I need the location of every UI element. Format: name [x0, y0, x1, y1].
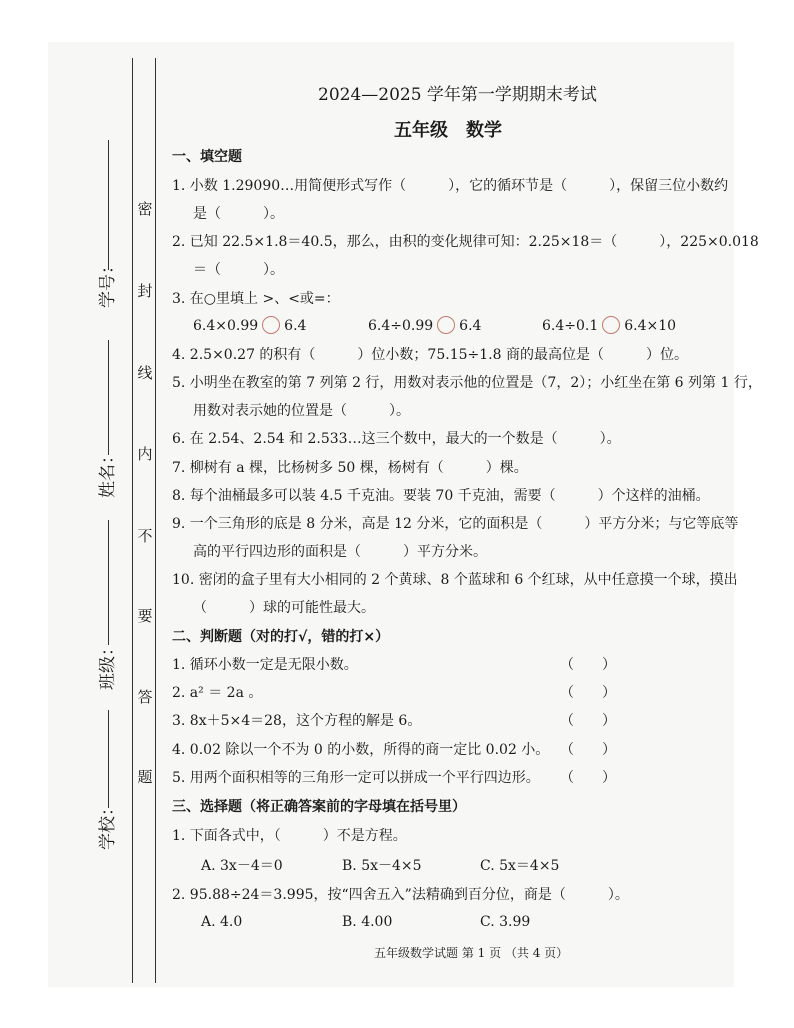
q2-line-2: ＝（ ）。 — [193, 262, 284, 278]
compare-circle[interactable] — [437, 316, 455, 334]
option-a[interactable]: A. 4.0 — [201, 914, 243, 930]
q3-line-1: 3. 在○里填上 >、<或=： — [172, 291, 340, 307]
judge-item: 2. a² ＝ 2a 。 — [172, 685, 263, 701]
school-field[interactable] — [108, 710, 109, 808]
judge-item: 3. 8x＋5×4＝28，这个方程的解是 6。 — [172, 713, 422, 729]
seal-char: 密 — [137, 200, 153, 218]
seal-char: 题 — [137, 768, 153, 786]
section3-heading: 三、选择题（将正确答案前的字母填在括号里） — [172, 799, 466, 815]
q6-line: 6. 在 2.54、2.54 和 2.533…这三个数中，最大的一个数是（ ）。 — [172, 431, 621, 447]
answer-paren[interactable]: （ ） — [560, 685, 616, 701]
student-number-label: 学号： — [98, 257, 118, 308]
choice-question-2: 2. 95.88÷24＝3.995，按“四舍五入”法精确到百分位，商是（ ）。 — [172, 887, 629, 903]
exam-subject-title: 五年级 数学 — [394, 120, 502, 141]
compare-right: 6.4 — [459, 318, 482, 334]
option-c[interactable]: C. 5x＝4×5 — [480, 858, 560, 874]
compare-circle[interactable] — [602, 316, 620, 334]
option-a[interactable]: A. 3x－4＝0 — [201, 858, 283, 874]
seal-char: 要 — [137, 607, 153, 625]
q8-line: 8. 每个油桶最多可以装 4.5 千克油。要装 70 千克油，需要（ ）个这样的油桶。 — [172, 488, 710, 504]
judge-item: 5. 用两个面积相等的三角形一定可以拼成一个平行四边形。 — [172, 770, 540, 786]
judge-item: 4. 0.02 除以一个不为 0 的小数，所得的商一定比 0.02 小。 — [172, 742, 550, 758]
answer-paren[interactable]: （ ） — [560, 770, 616, 786]
binding-line-right — [155, 58, 156, 983]
answer-paren[interactable]: （ ） — [560, 657, 616, 673]
class-label: 班级： — [98, 639, 118, 690]
section1-heading: 一、填空题 — [172, 149, 242, 165]
seal-char: 答 — [137, 688, 153, 706]
answer-paren[interactable]: （ ） — [560, 742, 616, 758]
student-number-field[interactable] — [108, 140, 109, 270]
compare-item-1 — [193, 316, 306, 334]
name-field[interactable] — [108, 340, 109, 455]
judge-item: 1. 循环小数一定是无限小数。 — [172, 657, 358, 673]
q7-line: 7. 柳树有 a 棵，比杨树多 50 棵，杨树有（ ）棵。 — [172, 460, 528, 476]
compare-item-2 — [368, 316, 481, 334]
compare-left: 6.4÷0.99 — [368, 318, 434, 334]
q1-line-2: 是（ ）。 — [193, 206, 284, 222]
class-field[interactable] — [108, 520, 109, 645]
q5-line-2: 用数对表示她的位置是（ ）。 — [193, 403, 410, 419]
option-c[interactable]: C. 3.99 — [480, 914, 531, 930]
binding-line-left — [132, 58, 133, 983]
exam-year-title: 2024—2025 学年第一学期期末考试 — [318, 85, 597, 105]
option-b[interactable]: B. 5x－4×5 — [342, 858, 422, 874]
compare-right: 6.4 — [284, 318, 307, 334]
compare-right: 6.4×10 — [624, 318, 677, 334]
q9-line-2: 高的平行四边形的面积是（ ）平方分米。 — [193, 544, 487, 560]
q9-line-1: 9. 一个三角形的底是 8 分米，高是 12 分米，它的面积是（ ）平方分米；与它等底等 — [172, 516, 739, 532]
seal-char: 封 — [137, 282, 153, 300]
name-label: 姓名： — [98, 447, 118, 498]
seal-char: 内 — [137, 445, 153, 463]
answer-paren[interactable]: （ ） — [560, 713, 616, 729]
section2-heading: 二、判断题（对的打√，错的打×） — [172, 629, 390, 645]
q5-line-1: 5. 小明坐在教室的第 7 列第 2 行，用数对表示他的位置是（7，2）；小红坐在第 6 列第 1 行， — [172, 375, 762, 391]
compare-item-3 — [542, 316, 676, 334]
option-b[interactable]: B. 4.00 — [342, 914, 393, 930]
compare-left: 6.4×0.99 — [193, 318, 259, 334]
school-label: 学校： — [98, 799, 118, 850]
choice-question-1: 1. 下面各式中，（ ）不是方程。 — [172, 828, 407, 844]
q10-line-2: （ ）球的可能性最大。 — [193, 600, 375, 616]
seal-char: 不 — [137, 527, 153, 545]
q1-line-1: 1. 小数 1.29090…用简便形式写作（ ），它的循环节是（ ），保留三位小数约 — [172, 178, 729, 194]
q2-line-1: 2. 已知 22.5×1.8＝40.5，那么，由积的变化规律可知：2.25×18＝（ ），225×0.018 — [172, 234, 759, 250]
q4-line: 4. 2.5×0.27 的积有（ ）位小数；75.15÷1.8 商的最高位是（ ）位。 — [172, 347, 688, 363]
q10-line-1: 10. 密闭的盒子里有大小相同的 2 个黄球、8 个蓝球和 6 个红球，从中任意摸一个球，摸出 — [172, 572, 738, 588]
seal-char: 线 — [137, 364, 153, 382]
compare-circle[interactable] — [262, 316, 280, 334]
compare-left: 6.4÷0.1 — [542, 318, 599, 334]
page-footer: 五年级数学试题 第 1 页 （共 4 页） — [374, 946, 569, 960]
